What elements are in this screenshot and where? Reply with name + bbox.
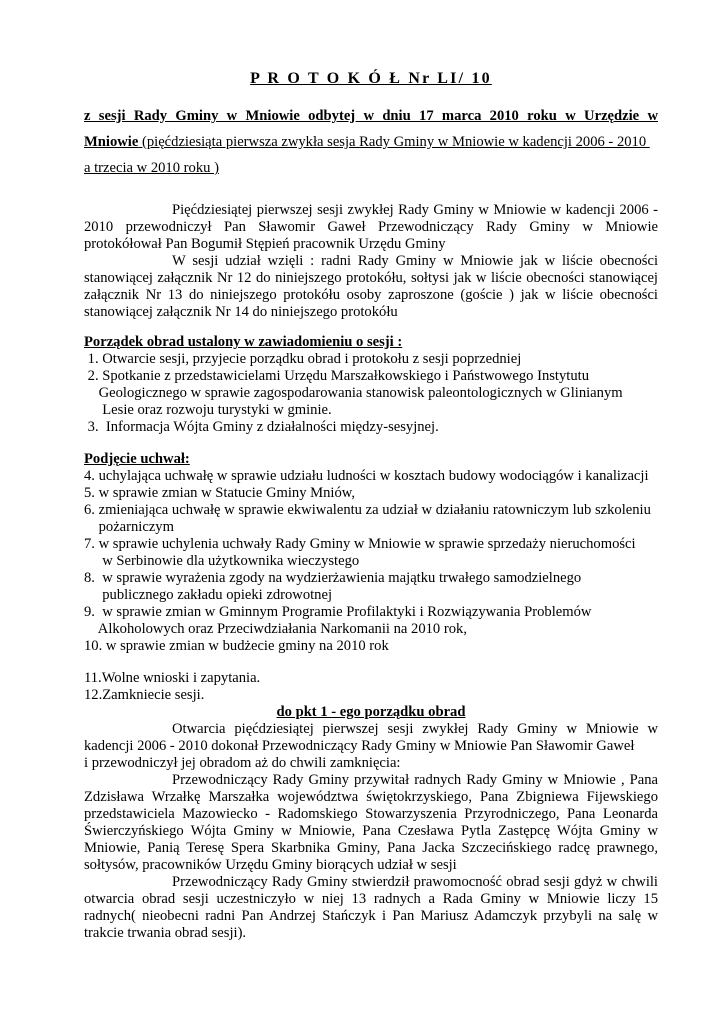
section-1-line: Przewodniczący Rady Gminy przywitał radnych Rady Gminy w Mniowie , Pana <box>172 772 658 788</box>
section-1-line: trakcie trwania obrad sesji). <box>84 925 247 941</box>
subtitle-location: Mniowie <box>84 134 139 150</box>
resolution-item: w Serbinowie dla użytkownika wieczystego <box>84 553 360 569</box>
section-1-line: otwarcia obrad sesji uczestniczyło w niej 13 radnych a Rada Gminy w Mniowie liczy 15 <box>84 891 658 907</box>
protocol-title: P R O T O K Ó Ł Nr LI/ 10 <box>250 70 492 87</box>
resolutions-heading: Podjęcie uchwał: <box>84 451 190 467</box>
resolution-item: 4. uchylająca uchwałę w sprawie udziału ludności w kosztach budowy wodociągów i kanalizacji <box>84 468 649 484</box>
section-1-line: przedstawiciela Mazowiecko - Radomskiego Stowarzyszenia Przyrodniczego, Pana Leonarda <box>84 806 658 822</box>
intro-line-7: stanowiącej załącznik Nr 14 do niniejszego protokółu <box>84 304 398 320</box>
resolution-item: 8. w sprawie wyrażenia zgody na wydzierżawienia majątku trwałego samodzielnego <box>84 570 582 586</box>
resolution-item: 5. w sprawie zmian w Statucie Gminy Mniów, <box>84 485 356 501</box>
section-1-line: Świerczyńskiego Wójta Gminy w Mniowie, Pana Czesława Pytla Zastępcę Wójta Gminy w <box>84 823 658 839</box>
resolution-item: 9. w sprawie zmian w Gminnym Programie Profilaktyki i Rozwiązywania Problemów <box>84 604 592 620</box>
agenda-heading: Porządek obrad ustalony w zawiadomieniu o sesji : <box>84 334 403 350</box>
agenda-item: 2. Spotkanie z przedstawicielami Urzędu Marszałkowskiego i Państwowego Instytutu <box>84 368 589 384</box>
intro-line-5: stanowiącej załącznik Nr 12 do niniejszego protokółu, sołtysi jak w liście obecności stanowiącej <box>84 270 658 286</box>
section-1-line: kadencji 2006 - 2010 dokonał Przewodniczący Rady Gminy w Mniowie Pan Sławomir Gaweł <box>84 738 635 754</box>
subtitle-line-3: a trzecia w 2010 roku ) <box>84 160 219 176</box>
subtitle-line-2 <box>84 134 658 151</box>
section-1-line: Mniowie, Panią Teresę Spera Skarbnika Gminy, Pana Jacka Szczecińskiego radcę prawnego, <box>84 840 658 856</box>
resolution-item: 10. w sprawie zmian w budżecie gminy na 2010 rok <box>84 638 389 654</box>
intro-line-2: 2010 przewodniczył Pan Sławomir Gaweł Przewodniczący Rady Gminy w Mniowie <box>84 219 658 235</box>
section-1-line: radnych( nieobecni radni Pan Andrzej Stańczyk i Pan Mariusz Adamczyk przybyli na salę w <box>84 908 658 924</box>
subtitle-description: (pięćdziesiąta pierwsza zwykła sesja Rady Gminy w Mniowie w kadencji 2006 - 2010 <box>138 134 650 150</box>
intro-line-3: protokółował Pan Bogumił Stępień pracownik Urzędu Gminy <box>84 236 446 252</box>
section-1-line: Zdzisława Wrzałkę Marszałka województwa świętokrzyskiego, Pana Zbigniewa Fijewskiego <box>84 789 658 805</box>
resolution-item: pożarniczym <box>84 519 174 535</box>
resolution-item: 7. w sprawie uchylenia uchwały Rady Gminy w Mniowie w sprawie sprzedaży nieruchomości <box>84 536 636 552</box>
intro-line-4: W sesji udział wzięli : radni Rady Gminy w Mniowie jak w liście obecności <box>172 253 658 269</box>
section-1-heading: do pkt 1 - ego porządku obrad <box>276 704 466 720</box>
intro-line-1: Pięćdziesiątej pierwszej sesji zwykłej Rady Gminy w Mniowie w kadencji 2006 - <box>172 202 658 218</box>
section-1-line: Przewodniczący Rady Gminy stwierdził prawomocność obrad sesji gdyż w chwili <box>172 874 658 890</box>
agenda-item: Geologicznego w sprawie zagospodarowania stanowisk paleontologicznych w Glinianym <box>84 385 623 401</box>
section-1-line: i przewodniczył jej obradom aż do chwili zamknięcia: <box>84 755 401 771</box>
closing-item: 11.Wolne wnioski i zapytania. <box>84 670 261 686</box>
resolution-item: Alkoholowych oraz Przeciwdziałania Narkomanii na 2010 rok, <box>84 621 467 637</box>
subtitle-line-1: z sesji Rady Gminy w Mniowie odbytej w dniu 17 marca 2010 roku w Urzędzie w <box>84 108 658 124</box>
agenda-item: 3. Informacja Wójta Gminy z działalności między-sesyjnej. <box>84 419 439 435</box>
agenda-item: Lesie oraz rozwoju turystyki w gminie. <box>84 402 332 418</box>
resolution-item: 6. zmieniająca uchwałę w sprawie ekwiwalentu za udział w działaniu ratowniczym lub szkoleniu <box>84 502 651 518</box>
section-1-line: sołtysów, pracowników Urzędu Gminy biorących udział w sesji <box>84 857 457 873</box>
agenda-item: 1. Otwarcie sesji, przyjecie porządku obrad i protokołu z sesji poprzedniej <box>84 351 522 367</box>
section-1-line: Otwarcia pięćdziesiątej pierwszej sesji zwykłej Rady Gminy w Mniowie w <box>172 721 658 737</box>
intro-line-6: załącznik Nr 13 do niniejszego protokółu osoby zaproszone (goście ) jak w liście obecności <box>84 287 658 303</box>
closing-item: 12.Zamkniecie sesji. <box>84 687 205 703</box>
resolution-item: publicznego zakładu opieki zdrowotnej <box>84 587 333 603</box>
